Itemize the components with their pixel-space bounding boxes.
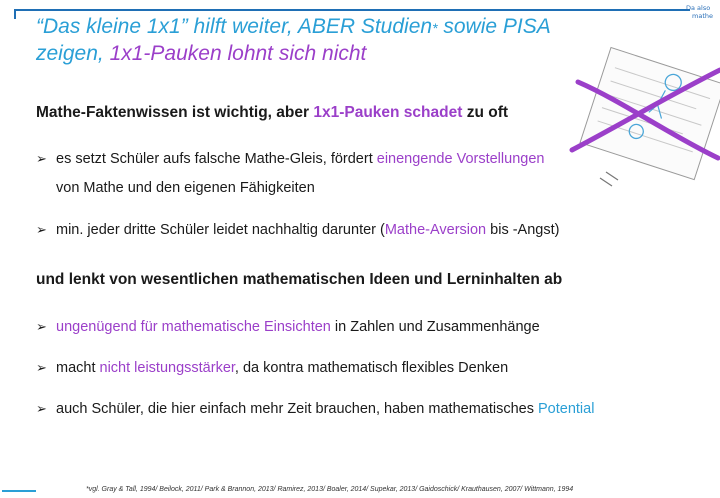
logo-line2: mathe [692,12,713,20]
footnote-references: *vgl. Gray & Tall, 1994/ Beilock, 2011/ Park & Brannon, 2013/ Ramirez, 2013/ Boaler, 2014/ Supekar, 2013/ Gaidoschick/ Krauthausen, 2007/ Wittmann, 1994 [86,486,574,493]
bullet-arrow-icon: ➢ [36,360,47,375]
section2-bullet3: ➢ auch Schüler, die hier einfach mehr Zeit brauchen, haben mathematisches Potential [36,401,595,417]
logo-line1: Da also [686,4,711,12]
section1-heading: Mathe-Faktenwissen ist wichtig, aber 1x1-Pauken schadet zu oft [36,104,509,121]
title-part4: 1x1-Pauken lohnt sich nicht [109,42,367,65]
crossed-worksheet-illustration [560,40,720,200]
section2-heading: und lenkt von wesentlichen mathematischen Ideen und Lerninhalten ab [36,271,563,288]
header-rule [14,9,690,11]
title-part1: “Das kleine 1x1” hilft weiter, ABER Studien [36,15,433,38]
header-corner [14,9,26,19]
title-star: * [432,20,438,36]
footer-mark [2,490,36,492]
bullet-arrow-icon: ➢ [36,319,47,334]
section1-bullet2: ➢ min. jeder dritte Schüler leidet nachhaltig darunter (Mathe-Aversion bis -Angst) [36,222,560,238]
section1-bullet1-continuation: von Mathe und den eigenen Fähigkeiten [56,180,315,196]
bullet-arrow-icon: ➢ [36,401,47,416]
slide-title [36,14,576,67]
title-part2: sowie PISA [437,15,551,38]
bullet-arrow-icon: ➢ [36,151,47,166]
bullet-arrow-icon: ➢ [36,222,47,237]
section2-bullet2: ➢ macht nicht leistungsstärker, da kontra mathematisch flexibles Denken [36,360,509,376]
section1-heading-highlight: 1x1-Pauken schadet [313,104,463,121]
title-part3: zeigen, [36,42,110,65]
section2-bullet1: ➢ ungenügend für mathematische Einsichten in Zahlen und Zusammenhänge [36,319,540,335]
section1-bullet1: ➢ es setzt Schüler aufs falsche Mathe-Gleis, fördert einengende Vorstellungen [36,151,545,167]
logo-icon [676,2,716,22]
